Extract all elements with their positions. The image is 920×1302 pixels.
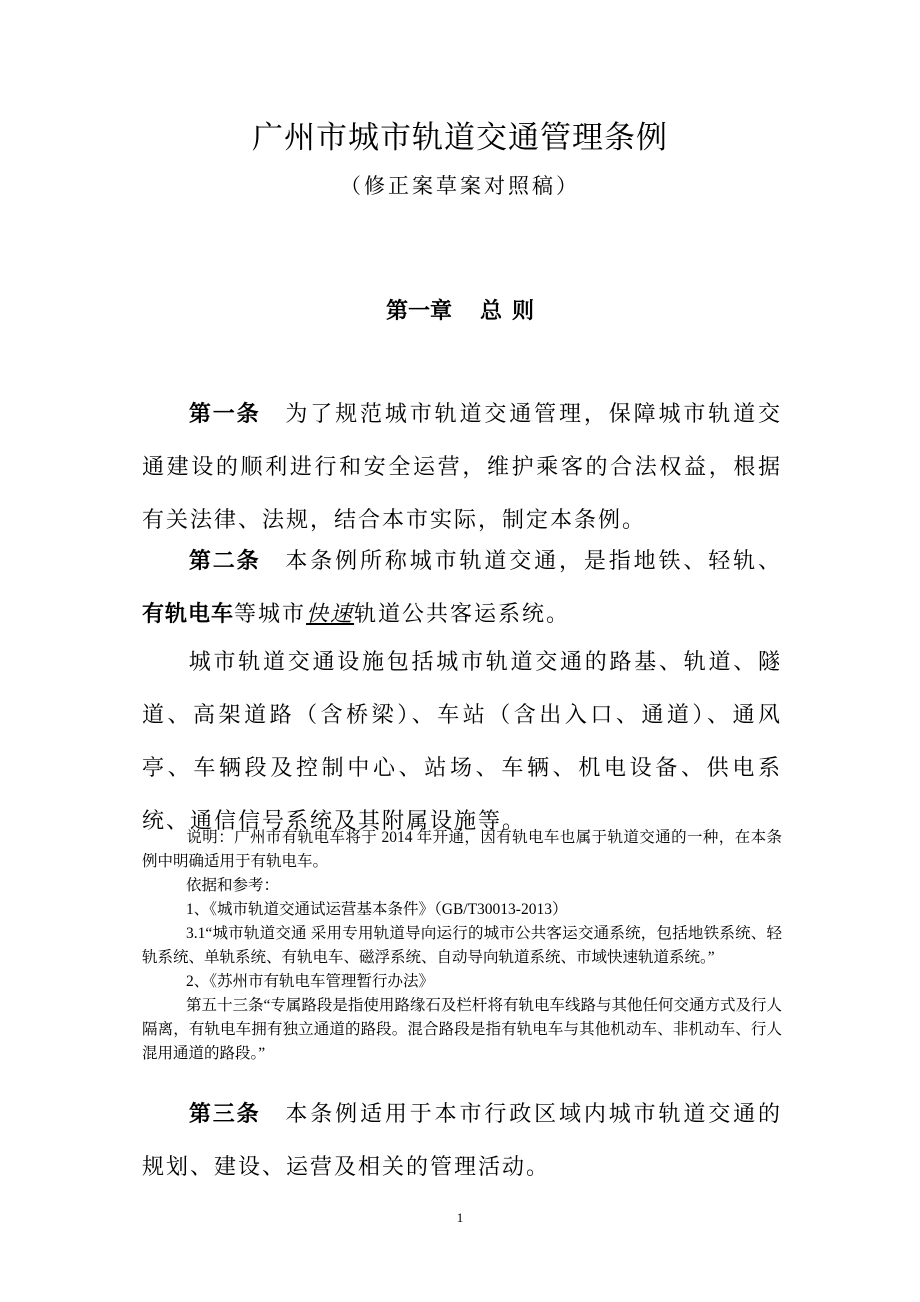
page-number: 1 xyxy=(456,1210,464,1225)
explanatory-note xyxy=(142,826,782,1066)
article-2-text-c: 轨道公共客运系统。 xyxy=(354,602,571,627)
article-2-paragraph-2 xyxy=(142,636,782,848)
chapter-name-2: 则 xyxy=(512,299,535,324)
document-title: 广州市城市轨道交通管理条例 xyxy=(252,120,668,156)
note-line-1: 说明：广州市有轨电车将于 2014 年开通，因有轨电车也属于轨道交通的一种，在本条例中明确适用于有轨电车。 xyxy=(142,829,782,870)
article-1-label: 第一条 xyxy=(188,402,261,427)
note-line-4: 3.1“城市轨道交通 采用专用轨道导向运行的城市公共客运交通系统，包括地铁系统、轻轨系统、单轨系统、有轨电车、磁浮系统、自动导向轨道系统、市域快速轨道系统。” xyxy=(142,925,782,966)
document-subtitle: （修正案草案对照稿） xyxy=(340,174,580,198)
chapter-heading xyxy=(0,294,920,325)
article-2 xyxy=(142,535,782,641)
note-line-2: 依据和参考： xyxy=(186,877,280,894)
article-3-label: 第三条 xyxy=(188,1102,261,1127)
note-line-5: 2、《苏州市有轨电车管理暂行办法》 xyxy=(186,973,435,990)
article-1-text: 为了规范城市轨道交通管理，保障城市轨道交通建设的顺利进行和安全运营，维护乘客的合法权益，根据有关法律、法规，结合本市实际，制定本条例。 xyxy=(142,402,782,533)
chapter-name-1: 总 xyxy=(479,299,502,324)
article-3 xyxy=(142,1088,782,1194)
article-2-label: 第二条 xyxy=(188,549,261,574)
note-line-3: 1、《城市轨道交通试运营基本条件》（GB/T30013-2013） xyxy=(186,901,568,918)
article-2-text-b: 等城市 xyxy=(234,602,307,627)
article-2-bold-term: 有轨电车 xyxy=(142,602,235,627)
note-line-6: 第五十三条“专属路段是指使用路缘石及栏杆将有轨电车线路与其他任何交通方式及行人隔离，有轨电车拥有独立通道的路段。混合路段是指有轨电车与其他机动车、非机动车、行人混用通道的路段。” xyxy=(142,997,782,1062)
article-2-para-2-text: 城市轨道交通设施包括城市轨道交通的路基、轨道、隧道、高架道路（含桥梁）、车站（含出入口、通道）、通风亭、车辆段及控制中心、站场、车辆、机电设备、供电系统、通信信号系统及其附属设施等。 xyxy=(142,650,782,834)
article-1 xyxy=(142,388,782,547)
article-3-text: 本条例适用于本市行政区域内城市轨道交通的规划、建设、运营及相关的管理活动。 xyxy=(142,1102,782,1180)
chapter-label: 第一章 xyxy=(385,299,452,324)
article-2-marked-word: 快速 xyxy=(306,602,355,627)
article-2-text-a: 本条例所称城市轨道交通，是指地铁、轻轨、 xyxy=(284,549,782,574)
